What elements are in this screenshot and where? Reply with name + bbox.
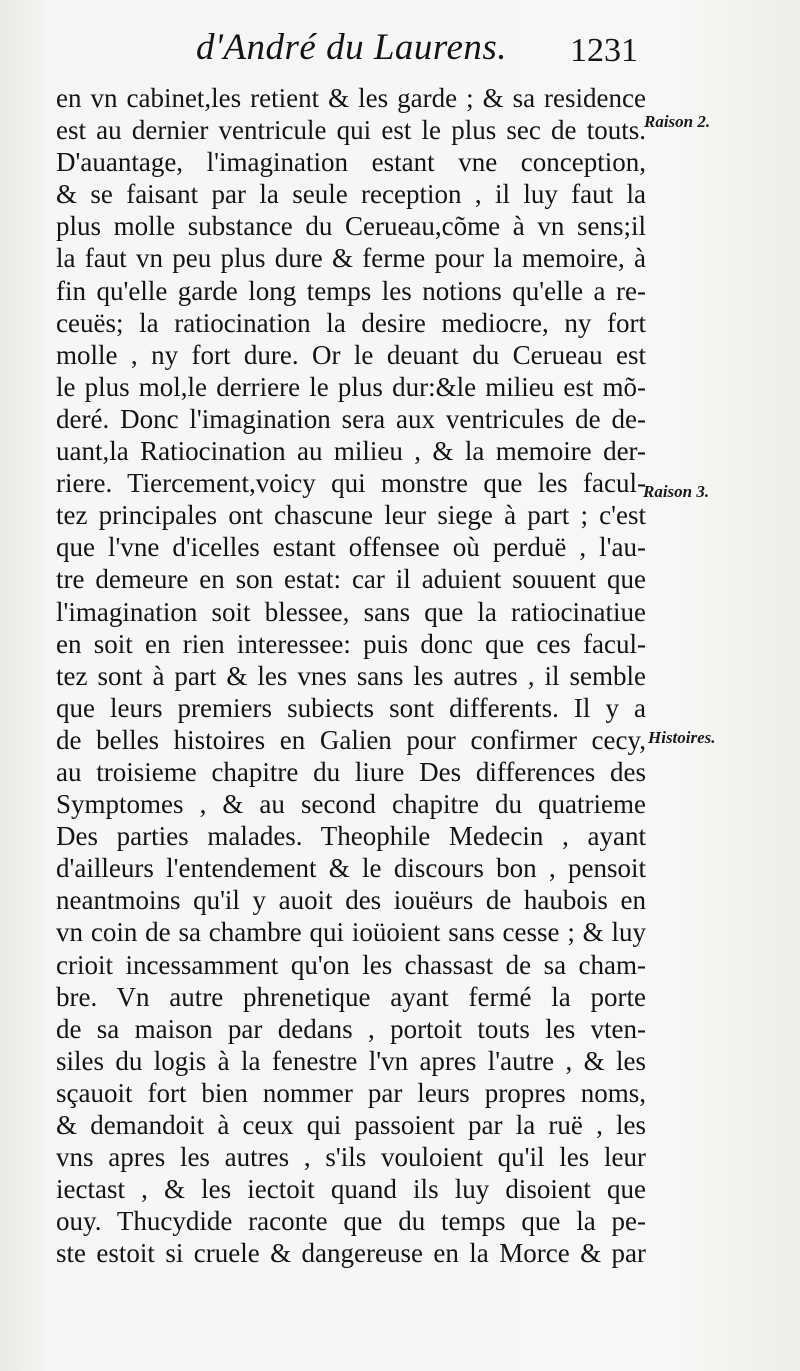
text-line: la faut vn peu plus dure & ferme pour la memoire, à — [56, 243, 646, 274]
text-line: vn coin de sa chambre qui ioüoient sans cesse ; & luy — [56, 917, 646, 948]
text-line: molle , ny fort dure. Or le deuant du Cerueau est — [56, 339, 646, 370]
text-line: riere. Tiercement,voicy qui monstre que les facul- — [56, 468, 646, 499]
text-line: & demandoit à ceux qui passoient par la ruë , les — [56, 1110, 646, 1140]
text-line: & se faisant par la seule reception , il luy faut la — [56, 179, 646, 210]
text-line: D'auantage, l'imagination estant vne conception, — [56, 147, 646, 178]
text-line: uant,la Ratiocination au milieu , & la memoire der- — [56, 436, 646, 467]
text-line: en soit en rien interessee: puis donc que ces facul- — [56, 628, 646, 659]
text-line: est au dernier ventricule qui est le plus sec de touts. — [56, 115, 646, 146]
text-line: deré. Donc l'imagination sera aux ventricules de de- — [56, 403, 646, 434]
text-line: crioit incessamment qu'on les chassast de sa cham- — [56, 949, 646, 980]
text-line: que leurs premiers subiects sont differents. Il y a — [56, 692, 646, 723]
text-line: Symptomes , & au second chapitre du quatrieme — [56, 789, 646, 820]
page-header — [0, 22, 800, 72]
text-line: tre demeure en son estat: car il aduient souuent que — [56, 564, 646, 595]
text-line: sçauoit fort bien nommer par leurs propres noms, — [56, 1077, 646, 1108]
marginal-note-histoires: Histoires. — [648, 728, 716, 747]
text-line: tez sont à part & les vnes sans les autres , il semble — [56, 660, 646, 691]
text-line: que l'vne d'icelles estant offensee où perduë , l'au- — [56, 532, 646, 563]
text-line: siles du logis à la fenestre l'vn apres l'autre , & les — [56, 1045, 646, 1076]
marginal-note-raison-3: Raison 3. — [643, 482, 710, 501]
text-line: bre. Vn autre phrenetique ayant fermé la porte — [56, 981, 646, 1012]
text-line: au troisieme chapitre du liure Des differences des — [56, 756, 646, 787]
text-line: neantmoins qu'il y auoit des iouëurs de haubois en — [56, 885, 646, 916]
text-line: Des parties malades. Theophile Medecin , ayant — [56, 821, 646, 852]
text-line: le plus mol,le derriere le plus dur:&le milieu est mõ- — [56, 371, 646, 402]
text-line: de belles histoires en Galien pour confirmer cecy, — [56, 724, 646, 755]
text-line: fin qu'elle garde long temps les notions qu'elle a re- — [56, 275, 646, 306]
text-line: en vn cabinet,les retient & les garde ; & sa residence — [56, 83, 646, 113]
body-text — [56, 82, 646, 1269]
page-number: 1231 — [570, 32, 638, 69]
marginal-note-raison-2: Raison 2. — [644, 112, 711, 131]
running-title: d'André du Laurens. — [196, 27, 508, 68]
text-line: tez principales ont chascune leur siege à part ; c'est — [56, 500, 646, 531]
text-line: l'imagination soit blessee, sans que la ratiocinatiue — [56, 596, 646, 627]
text-line: iectast , & les iectoit quand ils luy disoient que — [56, 1174, 646, 1205]
text-line: plus molle substance du Cerueau,cõme à vn sens;il — [56, 211, 646, 242]
text-line: ouy. Thucydide raconte que du temps que la pe- — [56, 1206, 646, 1237]
text-line: vns apres les autres , s'ils vouloient qu'il les leur — [56, 1142, 646, 1173]
text-line: ceuës; la ratiocination la desire mediocre, ny fort — [56, 307, 646, 338]
text-line: de sa maison par dedans , portoit touts les vten- — [56, 1013, 646, 1044]
text-line: ste estoit si cruele & dangereuse en la Morce & par — [56, 1238, 646, 1269]
text-line: d'ailleurs l'entendement & le discours bon , pensoit — [56, 853, 646, 884]
